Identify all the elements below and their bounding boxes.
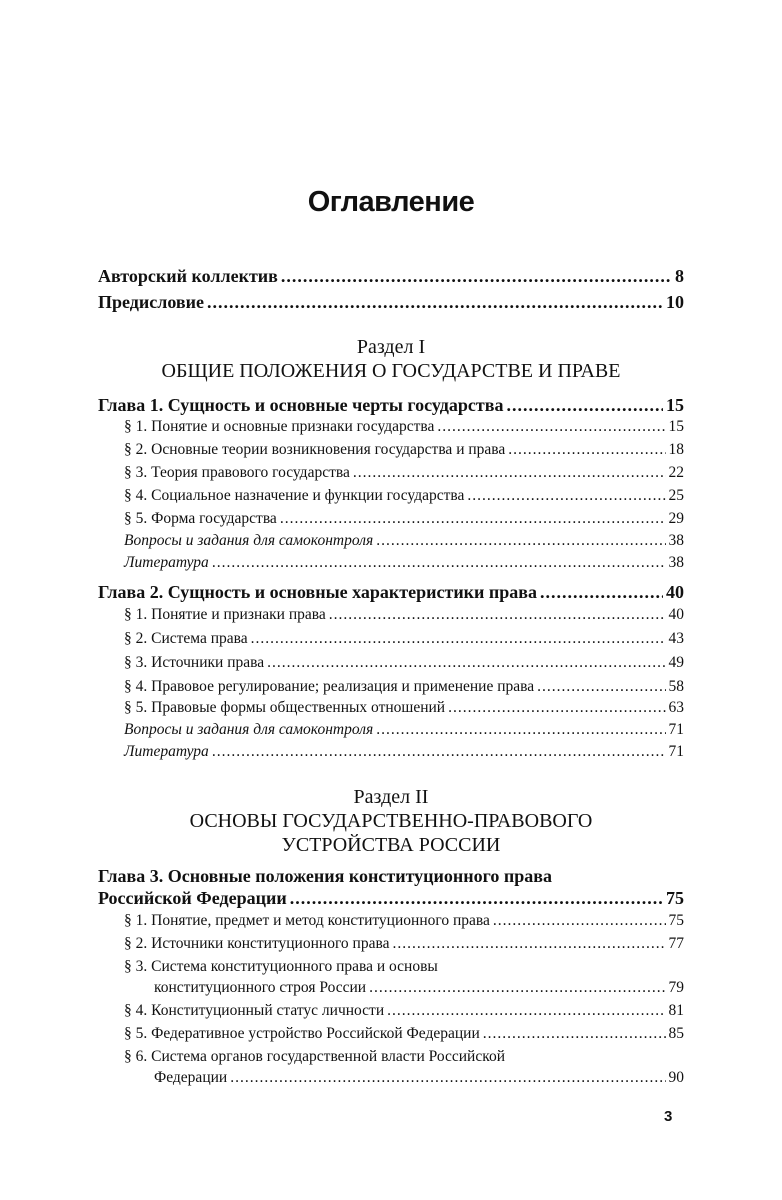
toc-paragraph[interactable] bbox=[124, 935, 684, 953]
toc-page-number: 58 bbox=[668, 678, 684, 695]
section-heading: Раздел I bbox=[356, 336, 426, 358]
toc-paragraph[interactable] bbox=[124, 699, 684, 717]
toc-page-number: 90 bbox=[668, 1069, 684, 1086]
page-number: 3 bbox=[664, 1108, 673, 1125]
toc-page-number: 71 bbox=[668, 743, 684, 760]
toc-entry-label: Вопросы и задания для самоконтроля bbox=[124, 721, 374, 738]
toc-entry-label: § 1. Понятие и основные признаки государства bbox=[124, 418, 435, 435]
toc-entry-label: Авторский коллектив bbox=[98, 266, 278, 286]
toc-entry-label: § 5. Федеративное устройство Российской Федерации bbox=[124, 1025, 480, 1042]
leader-dots bbox=[267, 654, 665, 672]
toc-entry-label: § 4. Правовое регулирование; реализация и применение права bbox=[124, 678, 535, 695]
leader-dots bbox=[493, 912, 666, 930]
leader-dots bbox=[212, 743, 666, 761]
toc-page-number: 18 bbox=[668, 441, 684, 458]
toc-page-number: 38 bbox=[668, 554, 684, 571]
section-subtitle: ОБЩИЕ ПОЛОЖЕНИЯ О ГОСУДАРСТВЕ И ПРАВЕ bbox=[161, 360, 621, 382]
toc-paragraph[interactable] bbox=[124, 630, 684, 648]
toc-page-number: 79 bbox=[668, 979, 684, 996]
toc-entry-label: Предисловие bbox=[98, 292, 204, 312]
toc-entry-label: Глава 1. Сущность и основные черты государства bbox=[98, 395, 504, 415]
toc-entry-label: Федерации bbox=[154, 1069, 228, 1086]
toc-chapter-3[interactable] bbox=[98, 888, 684, 909]
toc-paragraph[interactable] bbox=[124, 1002, 684, 1020]
toc-page-number: 75 bbox=[668, 912, 684, 929]
toc-paragraph[interactable] bbox=[124, 441, 684, 459]
leader-dots bbox=[376, 532, 665, 550]
toc-page-number: 10 bbox=[666, 292, 684, 312]
toc-entry-label: § 5. Форма государства bbox=[124, 510, 277, 527]
leader-dots bbox=[483, 1025, 666, 1043]
toc-page-number: 40 bbox=[666, 582, 684, 602]
toc-entry-label: Литература bbox=[124, 743, 209, 760]
toc-entry-label: Российской Федерации bbox=[98, 888, 287, 908]
leader-dots bbox=[506, 395, 663, 416]
section-heading: Раздел II bbox=[353, 786, 429, 808]
toc-paragraph[interactable] bbox=[124, 678, 684, 696]
section-subtitle: ОСНОВЫ ГОСУДАРСТВЕННО-ПРАВОВОГО bbox=[189, 810, 593, 832]
leader-dots bbox=[251, 630, 666, 648]
toc-entry-label: § 3. Теория правового государства bbox=[124, 464, 350, 481]
toc-entry-label: конституционного строя России bbox=[154, 979, 367, 996]
toc-entry-label: Глава 2. Сущность и основные характеристики права bbox=[98, 582, 538, 602]
toc-literature[interactable] bbox=[124, 743, 684, 761]
leader-dots bbox=[212, 554, 666, 572]
leader-dots bbox=[230, 1069, 665, 1087]
toc-entry-label: § 2. Основные теории возникновения государства и права bbox=[124, 441, 506, 458]
toc-paragraph[interactable] bbox=[124, 487, 684, 505]
toc-paragraph-line1[interactable]: § 3. Система конституционного права и основы bbox=[124, 958, 438, 975]
toc-entry-label: § 5. Правовые формы общественных отношений bbox=[124, 699, 446, 716]
toc-chapter-3-line1[interactable]: Глава 3. Основные положения конституционного права bbox=[98, 866, 552, 886]
toc-page-number: 49 bbox=[668, 654, 684, 671]
toc-entry-authors[interactable] bbox=[98, 266, 684, 287]
toc-paragraph[interactable] bbox=[124, 464, 684, 482]
leader-dots bbox=[280, 510, 666, 528]
toc-paragraph[interactable] bbox=[154, 1069, 684, 1087]
toc-entry-label: Литература bbox=[124, 554, 209, 571]
toc-paragraph[interactable] bbox=[154, 979, 684, 997]
toc-paragraph[interactable] bbox=[124, 654, 684, 672]
toc-page-number: 85 bbox=[668, 1025, 684, 1042]
leader-dots bbox=[353, 464, 666, 482]
toc-paragraph[interactable] bbox=[124, 1025, 684, 1043]
leader-dots bbox=[329, 606, 666, 624]
toc-page-number: 38 bbox=[668, 532, 684, 549]
toc-page-number: 75 bbox=[666, 888, 684, 908]
toc-entry-label: § 2. Источники конституционного права bbox=[124, 935, 390, 952]
toc-paragraph[interactable] bbox=[124, 606, 684, 624]
leader-dots bbox=[369, 979, 665, 997]
toc-page-number: 8 bbox=[675, 266, 684, 286]
leader-dots bbox=[387, 1002, 665, 1020]
toc-entry-label: § 2. Система права bbox=[124, 630, 248, 647]
leader-dots bbox=[392, 935, 665, 953]
toc-paragraph[interactable] bbox=[124, 510, 684, 528]
toc-questions[interactable] bbox=[124, 721, 684, 739]
toc-entry-label: § 4. Конституционный статус личности bbox=[124, 1002, 385, 1019]
toc-literature[interactable] bbox=[124, 554, 684, 572]
toc-questions[interactable] bbox=[124, 532, 684, 550]
toc-paragraph[interactable] bbox=[124, 418, 684, 436]
leader-dots bbox=[537, 678, 665, 696]
section-subtitle: УСТРОЙСТВА РОССИИ bbox=[281, 834, 501, 856]
leader-dots bbox=[376, 721, 665, 739]
toc-page-number: 43 bbox=[668, 630, 684, 647]
leader-dots bbox=[437, 418, 665, 436]
leader-dots bbox=[290, 888, 663, 909]
toc-page-number: 15 bbox=[666, 395, 684, 415]
leader-dots bbox=[448, 699, 665, 717]
toc-page-number: 81 bbox=[668, 1002, 684, 1019]
toc-entry-label: § 3. Источники права bbox=[124, 654, 265, 671]
toc-paragraph[interactable] bbox=[124, 912, 684, 930]
toc-page-number: 77 bbox=[668, 935, 684, 952]
toc-page-number: 29 bbox=[668, 510, 684, 527]
toc-entry-label: Вопросы и задания для самоконтроля bbox=[124, 532, 374, 549]
toc-page-number: 63 bbox=[668, 699, 684, 716]
leader-dots bbox=[540, 582, 663, 603]
toc-entry-label: § 1. Понятие, предмет и метод конституционного права bbox=[124, 912, 490, 929]
toc-entry-label: § 4. Социальное назначение и функции государства bbox=[124, 487, 465, 504]
toc-chapter-2[interactable] bbox=[98, 582, 684, 603]
toc-entry-label: § 1. Понятие и признаки права bbox=[124, 606, 326, 623]
toc-page-number: 15 bbox=[668, 418, 684, 435]
toc-page-number: 71 bbox=[668, 721, 684, 738]
page-title: Оглавление bbox=[307, 186, 475, 218]
toc-page-number: 40 bbox=[668, 606, 684, 623]
toc-page-number: 22 bbox=[668, 464, 684, 481]
toc-page-number: 25 bbox=[668, 487, 684, 504]
leader-dots bbox=[207, 292, 663, 313]
leader-dots bbox=[467, 487, 665, 505]
toc-entry-preface[interactable] bbox=[98, 292, 684, 313]
toc-paragraph-line1[interactable]: § 6. Система органов государственной власти Российской bbox=[124, 1048, 506, 1065]
leader-dots bbox=[508, 441, 665, 459]
leader-dots bbox=[281, 266, 672, 287]
toc-chapter-1[interactable] bbox=[98, 395, 684, 416]
